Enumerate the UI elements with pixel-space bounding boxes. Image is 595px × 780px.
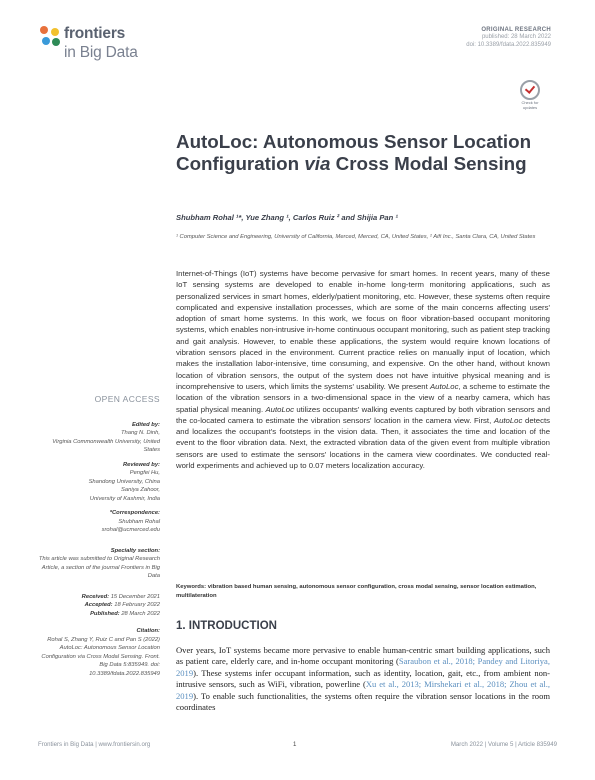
author-list: Shubham Rohal ¹*, Yue Zhang ¹, Carlos Ruiz ² and Shijia Pan ¹: [176, 213, 398, 222]
abstract-text-4: detects and localizes the occupant's footsteps in the vision data. Then, it associates the time and location of the event to the floor vibration data. Next, the extracted vibration data of the given event from multiple vibration sensors are used to estimate the sensors' locations in the camera view coordinates. We conducted real-world experiments and achieved up to 0.07 meters localization accuracy.: [176, 415, 551, 471]
badge-line2: updates: [522, 105, 538, 110]
frontiers-logo-icon: [40, 26, 62, 48]
reviewer-1-name: Pengfei Hu,: [129, 470, 160, 476]
intro-text-2: ). These systems infer occupant information, such as identity, location, gait, etc., from ambient non-intrusive sensors, such as WiFi, vibration, powerline (: [176, 667, 550, 690]
introduction-paragraph: [176, 645, 550, 713]
article-sidebar: [36, 395, 160, 678]
title-part1: AutoLoc: Autonomous Sensor Location Configuration: [176, 131, 532, 174]
open-access-label: OPEN ACCESS: [94, 394, 160, 404]
dates-block: [36, 593, 160, 619]
title-part2: Cross Modal Sensing: [330, 153, 527, 174]
accepted-row: [36, 601, 160, 610]
keywords: Keywords: vibration based human sensing, autonomous sensor configuration, cross modal sensing, sensor location estimation, multilateration: [176, 584, 537, 599]
article-title: [176, 131, 536, 175]
article-meta-header: [331, 27, 551, 49]
correspondence-name: Shubham Rohal: [118, 518, 160, 525]
published-date-sidebar: 28 March 2022: [121, 610, 160, 617]
abstract: [176, 268, 550, 471]
citation-link-2[interactable]: Xu et al., 2013; Mirshekari et al., 2018; Zhou et al., 2019: [176, 679, 551, 701]
affiliations: ¹ Computer Science and Engineering, University of California, Merced, Merced, CA, United States, ² Aifi Inc., Santa Clara, CA, United States: [176, 234, 536, 240]
abstract-text-2: , a scheme to estimate the location of the vibration sensors in a two-dimensional space in the view of a nearby camera, which has spatial physical meaning.: [176, 381, 550, 414]
correspondence-heading: *Correspondence:: [109, 510, 160, 516]
footer-journal[interactable]: Frontiers in Big Data | www.frontiersin.org: [38, 741, 151, 748]
intro-text-1: Over years, IoT systems became more pervasive to enable human-centric smart building applications, such as patient care, elderly care, and in-home occupant monitoring (: [176, 645, 550, 667]
reviewer-2-affiliation: University of Kashmir, India: [89, 495, 160, 502]
citation-text: Rohal S, Zhang Y, Ruiz C and Pan S (2022) AutoLoc: Autonomous Sensor Location Configuration via Cross Modal Sensing. Front. Big Data 5:835949. doi: 10.3389/fdata.2022.835949: [41, 636, 160, 677]
footer-issue: March 2022 | Volume 5 | Article 835949: [450, 741, 557, 748]
reviewed-by-heading: Reviewed by:: [122, 461, 160, 468]
badge-line1: Check for: [521, 100, 539, 105]
reviewer-1-affiliation: Shandong University, China: [88, 478, 160, 485]
abstract-text-3: utilizes occupants' walking events captured by both vibration sensors and the co-located camera to estimate the vibration sensors' location in the camera view. First,: [176, 404, 551, 425]
citation-heading: Citation:: [136, 628, 160, 634]
abstract-em-2: AutoLoc: [265, 404, 294, 414]
title-italic: via: [304, 153, 331, 174]
received-row: [36, 593, 160, 602]
abstract-em-3: AutoLoc: [493, 415, 523, 425]
article-type: ORIGINAL RESEARCH: [481, 27, 551, 33]
page-number: 1: [293, 741, 297, 748]
reviewer-2-name: Saniya Zahoor,: [121, 487, 160, 493]
abstract-em-1: AutoLoc: [430, 381, 459, 391]
published-label: Published:: [90, 610, 120, 617]
specialty-text: This article was submitted to Original Research Article, a section of the journal Frontiers in Big Data: [38, 556, 160, 579]
edited-by-heading: Edited by:: [131, 421, 160, 428]
check-icon: [520, 80, 540, 100]
abstract-text-1: Internet-of-Things (IoT) systems have become pervasive for smart homes. In recent years, many of these IoT sensing systems are developed to enable in-home long-term monitoring applications, such as personalized services in smart homes, elderly/patient monitoring, etc. However, these systems often require complicated and expensive installation processes, which are some of the main concerns affecting users' adoption of smart home systems. In this work, we focus on floor vibration-based occupant monitoring systems, which enables non-intrusive in-home continuous occupant monitoring, such as patient step tracking and gait analysis. However, to enable these applications, the system would require known locations of vibration sensors placed in the environment. Current practice relies on manually input of location, which makes the installation labor-intensive, time consuming, and expensive. On the other hand, without known location of vibration sensors, the output of the system does not have intuitive physical meaning and is incomprehensive to users, which limits the systems' usability. We present: [176, 269, 550, 391]
check-for-updates-badge[interactable]: [517, 80, 543, 110]
intro-text-3: ). To enable such functionalities, the systems often require the vibration sensor locations in the room coordinates: [176, 690, 550, 713]
accepted-label: Accepted:: [84, 602, 113, 608]
published-row: [36, 610, 160, 619]
published-date: published: 28 March 2022: [481, 34, 551, 40]
correspondence-email[interactable]: srohal@ucmerced.edu: [101, 527, 160, 533]
logo-line1: frontiers: [64, 25, 126, 42]
logo-line2: in Big Data: [64, 44, 138, 61]
journal-logo[interactable]: [38, 24, 188, 74]
editor-name: Thang N. Dinh,: [121, 430, 160, 436]
section-heading: 1. INTRODUCTION: [176, 620, 277, 632]
citation-link-1[interactable]: Saraubon et al., 2018; Pandey and Litoriya, 2019: [176, 656, 550, 678]
doi-link[interactable]: doi: 10.3389/fdata.2022.835949: [466, 42, 551, 48]
editor-affiliation: Virginia Commonwealth University, United States: [52, 438, 160, 453]
received-label: Received:: [81, 593, 110, 600]
received-date: 15 December 2021: [110, 593, 160, 600]
specialty-heading: Specialty section:: [110, 547, 160, 554]
accepted-date: 18 February 2022: [114, 602, 160, 608]
